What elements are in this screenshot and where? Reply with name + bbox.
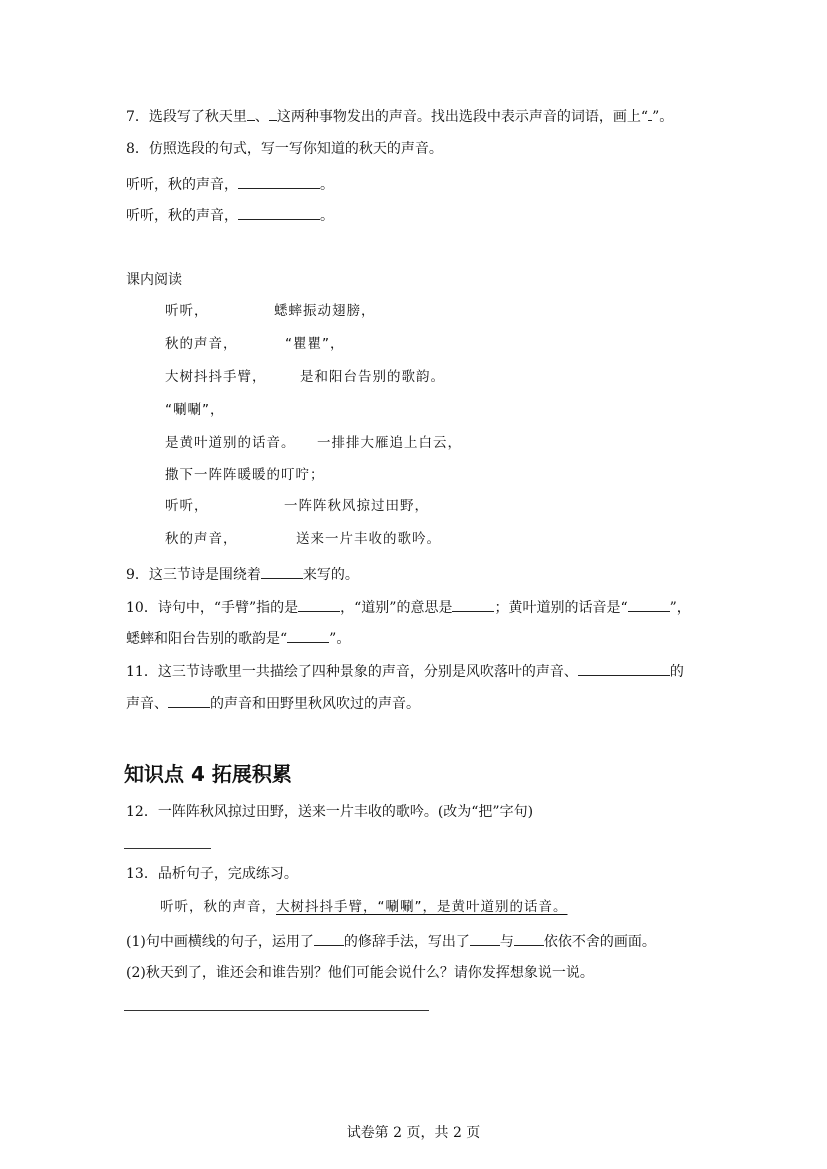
q7-blank-1[interactable] [247,106,255,121]
q9-text-1: 9．这三节诗是围绕着 [126,567,261,583]
q8-line-1-end: 。 [320,177,334,193]
q8-line-2-end: 。 [320,208,334,224]
poem-line-8-b: 送来一片丰收的歌吟。 [296,531,441,547]
q13-sub1-text-1: (1)句中画横线的句子，运用了 [126,934,314,950]
question-8: 8．仿照选段的句式，写一写你知道的秋天的声音。 [126,141,443,157]
q11-blank-2[interactable] [168,693,210,708]
q11-blank-1[interactable] [578,661,670,676]
q9-text-2: 来写的。 [302,567,359,583]
q13-sub1-blank-3[interactable] [514,931,544,946]
q10-blank-4[interactable] [287,628,329,643]
reading-title: 课内阅读 [126,272,182,288]
poem-line-3-b: 是和阳台告别的歌韵。 [300,369,445,385]
poem-line-1-a: 听听， [165,303,209,319]
q13-quote-underlined: 大树抖抖手臂，“唰唰”，是黄叶道别的话音。 [276,899,568,915]
q13-sub1-blank-2[interactable] [470,931,500,946]
q10-text-1: 10．诗句中，“手臂”指的是 [126,600,299,616]
q7-blank-2[interactable] [269,106,277,121]
q9-blank[interactable] [261,564,303,579]
q10-text-2: ，“道别”的意思是 [340,600,453,616]
q13-sub1-text-4: 依依不舍的画面。 [543,934,656,950]
q10-blank-3[interactable] [628,597,670,612]
poem-line-6-a: 撒下一阵阵暖暖的叮咛； [165,467,325,483]
q8-line-2-lead: 听听，秋的声音， [126,208,238,224]
poem-line-2-a: 秋的声音， [165,336,238,352]
q7-text-3: ”。 [652,109,674,125]
q12-answer-line[interactable] [124,848,211,849]
q8-answer-line-1 [126,174,334,194]
q13-sub1-text-2: 的修辞手法，写出了 [343,934,470,950]
q13-answer-line[interactable] [124,1010,429,1011]
q13-sub-1 [126,931,656,951]
q7-text-1: 7．选段写了秋天里 [126,109,247,125]
q13-sub1-blank-1[interactable] [314,931,344,946]
q10-text-5: 蟋蟀和阳台告别的歌韵是“ [126,631,288,647]
question-11-cont [126,693,420,713]
question-11 [126,661,684,681]
q10-text-4: ”， [669,600,691,616]
page-footer: 试卷第 2 页，共 2 页 [346,1125,481,1141]
q13-quote [160,898,568,916]
question-10-cont [126,628,350,648]
section-heading: 知识点 4 拓展积累 [124,762,292,786]
q8-answer-line-2 [126,205,334,225]
poem-line-1-b: 蟋蟀振动翅膀， [274,303,376,319]
q11-text-3: 声音、 [126,696,168,712]
poem-line-5-a: 是黄叶道别的话音。 [165,435,296,451]
poem-line-5-b: 一排排大雁追上白云， [317,435,462,451]
q7-sep: 、 [254,109,269,125]
question-13: 13．品析句子，完成练习。 [126,866,298,882]
q13-sub-2: (2)秋天到了，谁还会和谁告别？他们可能会说什么？请你发挥想象说一说。 [126,965,594,981]
q10-text-6: ”。 [329,631,351,647]
q13-sub1-text-3: 与 [499,934,514,950]
question-12: 12．一阵阵秋风掠过田野，送来一片丰收的歌吟。(改为“把”字句) [126,804,534,820]
q7-text-2: 这两种事物发出的声音。找出选段中表示声音的词语，画上“ [276,109,649,125]
poem-line-4-a: “唰唰”， [165,402,225,418]
q8-blank-2[interactable] [238,205,320,220]
question-10 [126,597,691,617]
q11-text-1: 11．这三节诗歌里一共描绘了四种景象的声音，分别是风吹落叶的声音、 [126,664,578,680]
poem-line-2-b: “瞿瞿”， [285,336,345,352]
poem-line-8-a: 秋的声音， [165,531,238,547]
q8-line-1-lead: 听听，秋的声音， [126,177,238,193]
q8-blank-1[interactable] [238,174,320,189]
question-9 [126,564,359,584]
question-7 [126,106,673,126]
q10-blank-1[interactable] [298,597,340,612]
q11-text-4: 的声音和田野里秋风吹过的声音。 [210,696,420,712]
q10-blank-2[interactable] [452,597,494,612]
poem-line-3-a: 大树抖抖手臂， [165,369,267,385]
poem-line-7-a: 听听， [165,498,209,514]
q10-text-3: ；黄叶道别的话音是“ [494,600,628,616]
poem-line-7-b: 一阵阵秋风掠过田野， [284,498,429,514]
q13-quote-lead: 听听，秋的声音， [160,899,276,915]
q11-text-2: 的 [669,664,684,680]
